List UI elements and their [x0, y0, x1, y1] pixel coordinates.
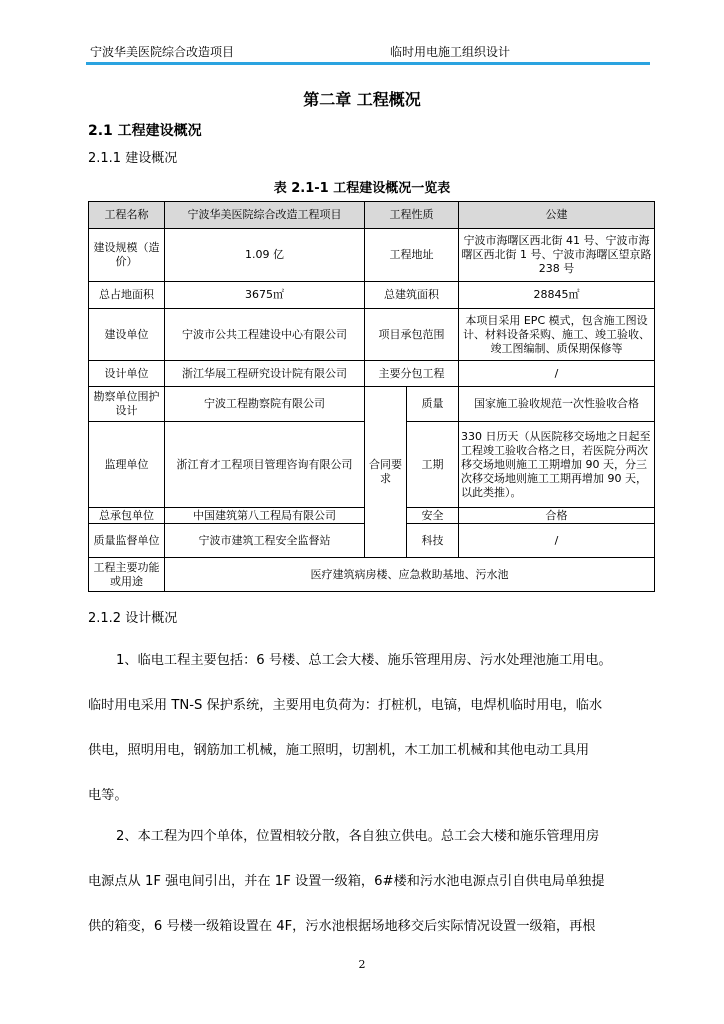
table-caption: 表 2.1-1 工程建设概况一览表 [273, 181, 451, 196]
paragraph-line: 电源点从 1F 强电间引出，并在 1F 设置一级箱，6#楼和污水池电源点引自供电局单独提 [88, 874, 605, 889]
table-cell-label: 工程地址 [365, 229, 459, 282]
table-row [89, 202, 655, 229]
table-cell-label: 勘察单位围护设计 [89, 387, 165, 422]
table-cell-label: 工期 [407, 422, 459, 508]
table-cell-label: 总承包单位 [89, 508, 165, 524]
project-overview-table [88, 201, 655, 592]
page-number: 2 [358, 958, 366, 971]
table-cell-value: 28845㎡ [459, 282, 655, 309]
table-cell-value: 浙江华展工程研究设计院有限公司 [165, 361, 365, 387]
table-cell-value: 宁波市海曙区西北街 41 号、宁波市海曙区西北街 1 号、宁波市海曙区望京路 238 号 [459, 229, 655, 282]
table-cell-label: 质量监督单位 [89, 524, 165, 558]
paragraph-line: 1、临电工程主要包括：6 号楼、总工会大楼、施乐管理用房、污水处理池施工用电。 [116, 653, 612, 668]
table-cell-label: 工程性质 [365, 202, 459, 229]
table-cell-label: 科技 [407, 524, 459, 558]
table-row [89, 282, 655, 309]
table-cell-value: / [459, 524, 655, 558]
table-cell-value: 浙江育才工程项目管理咨询有限公司 [165, 422, 365, 508]
table-row [89, 309, 655, 361]
table-cell-value: 合格 [459, 508, 655, 524]
table-cell-label: 建设规模（造价） [89, 229, 165, 282]
table-cell-value: 宁波市公共工程建设中心有限公司 [165, 309, 365, 361]
paragraph-line: 2、本工程为四个单体，位置相较分散，各自独立供电。总工会大楼和施乐管理用房 [116, 829, 600, 844]
table-cell-value: 3675㎡ [165, 282, 365, 309]
table-cell-value: 国家施工验收规范一次性验收合格 [459, 387, 655, 422]
chapter-title: 第二章 工程概况 [303, 90, 421, 109]
table-row [89, 387, 655, 422]
table-cell-value: 宁波工程勘察院有限公司 [165, 387, 365, 422]
header-document-title: 临时用电施工组织设计 [390, 45, 511, 59]
header-rule [86, 62, 650, 65]
paragraph-line: 供电，照明用电，钢筋加工机械，施工照明，切割机，木工加工机械和其他电动工具用 [88, 743, 590, 758]
table-cell-label: 合同要求 [365, 387, 407, 558]
paragraph-line: 电等。 [88, 788, 128, 803]
table-cell-value: 医疗建筑病房楼、应急救助基地、污水池 [165, 558, 655, 592]
table-cell-label: 工程主要功能或用途 [89, 558, 165, 592]
table-cell-label: 质量 [407, 387, 459, 422]
table-row [89, 361, 655, 387]
table-row [89, 558, 655, 592]
table-cell-value: 1.09 亿 [165, 229, 365, 282]
table-cell-value: 宁波华美医院综合改造工程项目 [165, 202, 365, 229]
table-cell-value: 中国建筑第八工程局有限公司 [165, 508, 365, 524]
table-cell-label: 监理单位 [89, 422, 165, 508]
table-cell-value: 宁波市建筑工程安全监督站 [165, 524, 365, 558]
table-cell-label: 总建筑面积 [365, 282, 459, 309]
table-row [89, 229, 655, 282]
paragraph-line: 供的箱变，6 号楼一级箱设置在 4F，污水池根据场地移交后实际情况设置一级箱，再根 [88, 919, 596, 934]
table-cell-label: 总占地面积 [89, 282, 165, 309]
paragraph-line: 临时用电采用 TN-S 保护系统，主要用电负荷为：打桩机，电镐，电焊机临时用电，临水 [88, 698, 603, 713]
table-cell-label: 工程名称 [89, 202, 165, 229]
table-cell-label: 安全 [407, 508, 459, 524]
table-cell-label: 主要分包工程 [365, 361, 459, 387]
section-heading: 2.1 工程建设概况 [88, 123, 202, 139]
subsection-heading-1: 2.1.1 建设概况 [88, 151, 178, 166]
header-project-name: 宁波华美医院综合改造项目 [90, 45, 235, 59]
table-cell-value: 330 日历天（从医院移交场地之日起至工程竣工验收合格之日，若医院分两次移交场地则施工工期增加 90 天，分三次移交场地则施工工期再增加 90 天，以此类推）。 [459, 422, 655, 508]
subsection-heading-2: 2.1.2 设计概况 [88, 611, 178, 626]
table-cell-label: 项目承包范围 [365, 309, 459, 361]
table-cell-label: 设计单位 [89, 361, 165, 387]
table-cell-label: 建设单位 [89, 309, 165, 361]
table-cell-value: / [459, 361, 655, 387]
table-cell-value: 本项目采用 EPC 模式，包含施工图设计、材料设备采购、施工、竣工验收、竣工图编制、质保期保修等 [459, 309, 655, 361]
table-cell-value: 公建 [459, 202, 655, 229]
